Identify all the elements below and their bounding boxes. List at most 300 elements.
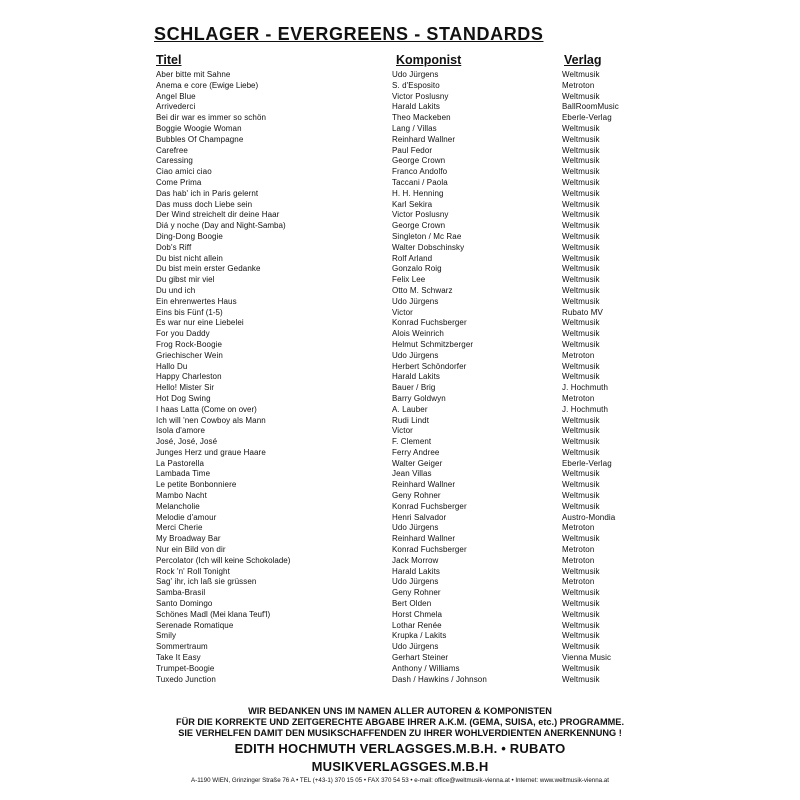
song-publisher: Metroton [562,545,595,555]
song-title-text: Sag' ihr, ich laß sie grüssen [156,577,257,587]
table-row [156,631,656,642]
song-publisher: Weltmusik [562,296,600,306]
song-composer: Theo Mackeben [392,113,451,123]
table-row [156,513,656,524]
song-title-text: Eins bis Fünf [156,307,204,317]
song-title-text: Diá y noche [156,221,200,231]
song-title-text: Dob's Riff [156,242,192,252]
song-publisher: Weltmusik [562,339,600,349]
song-composer: Krupka / Lakits [392,631,447,641]
song-composer: Udo Jürgens [392,523,439,533]
song-title-text: Der Wind streichelt dir deine Haar [156,210,280,220]
song-title-text: Schönes Madl [156,609,208,619]
song-composer: Paul Fedor [392,145,433,155]
song-title-text: Le petite Bonbonniere [156,480,237,490]
song-composer: Karl Sekira [392,199,433,209]
song-title-text: Lambada Time [156,469,211,479]
song-composer: Reinhard Wallner [392,534,456,544]
table-row [156,156,656,167]
table-row [156,523,656,534]
table-row [156,124,656,135]
table-row [156,351,656,362]
song-composer: Udo Jürgens [392,296,439,306]
table-row [156,448,656,459]
song-publisher: Austro-Mondia [562,512,616,522]
song-composer: Felix Lee [392,275,426,285]
song-title [156,232,392,243]
song-composer: Taccani / Paola [392,177,448,187]
song-title-text: Aber bitte mit Sahne [156,70,231,79]
song-composer: Harald Lakits [392,372,440,382]
song-composer: Udo Jürgens [392,350,439,360]
song-publisher: Metroton [562,393,595,403]
song-publisher: Weltmusik [562,177,600,187]
table-row [156,243,656,254]
song-composer: Jean Villas [392,469,432,479]
table-row [156,210,656,221]
song-composer: George Crown [392,156,446,166]
song-title-text: Samba-Brasil [156,588,206,598]
song-title-note: (Day and Night-Samba) [199,221,286,231]
table-row [156,394,656,405]
song-title-text: Hot Dog Swing [156,393,211,403]
song-title [156,534,392,545]
song-publisher: Weltmusik [562,534,600,544]
song-composer: Walter Dobschinsky [392,242,465,252]
table-row [156,362,656,373]
song-title [156,308,392,319]
song-title-text: Ciao amici ciao [156,167,212,177]
song-title-text: Take It Easy [156,653,201,663]
song-publisher: Metroton [562,523,595,533]
song-title-text: Bubbles Of Champagne [156,134,244,144]
song-title [156,221,392,232]
song-publisher: Weltmusik [562,210,600,220]
song-title-text: Angel Blue [156,91,196,101]
song-title-text: Percolator [156,555,194,565]
table-row [156,437,656,448]
song-publisher: Weltmusik [562,123,600,133]
song-title [156,189,392,200]
song-title [156,70,392,81]
song-composer: Lothar Renée [392,620,442,630]
song-publisher: Eberle-Verlag [562,458,612,468]
song-composer: Konrad Fuchsberger [392,545,467,555]
song-composer: Henri Salvador [392,512,447,522]
song-title [156,480,392,491]
song-title-note: (Ewige Liebe) [207,80,259,90]
song-composer: A. Lauber [392,404,428,414]
song-composer: Jack Morrow [392,555,439,565]
table-row [156,372,656,383]
song-composer: Victor Poslusny [392,91,449,101]
song-publisher: Weltmusik [562,361,600,371]
song-publisher: Weltmusik [562,372,600,382]
song-title-text: Nur ein Bild von dir [156,545,226,555]
song-title-text: Come Prima [156,177,202,187]
song-title [156,523,392,534]
song-title [156,318,392,329]
song-publisher: Weltmusik [562,91,600,101]
song-composer: Rolf Arland [392,253,433,263]
song-title [156,200,392,211]
song-composer: Horst Chmela [392,609,443,619]
song-title-text: Sommertraum [156,642,208,652]
song-title [156,113,392,124]
song-title-text: Du und ich [156,285,196,295]
song-composer: Geny Rohner [392,588,441,598]
song-title-text: Serenade Romatique [156,620,234,630]
song-title-text: Das muss doch Liebe sein [156,199,253,209]
song-title [156,545,392,556]
song-publisher: Weltmusik [562,156,600,166]
song-composer: Lang / Villas [392,123,437,133]
table-row [156,491,656,502]
song-composer: Franco Andolfo [392,167,448,177]
song-composer: Alois Weinrich [392,329,444,339]
song-composer: Bert Olden [392,599,432,609]
song-publisher: Weltmusik [562,134,600,144]
song-title [156,664,392,675]
song-publisher: Metroton [562,80,595,90]
song-title [156,135,392,146]
song-title-text: Ich will 'nen Cowboy als Mann [156,415,266,425]
song-composer: Herbert Schöndorfer [392,361,467,371]
song-title-text: Ding-Dong Boogie [156,231,223,241]
table-row [156,426,656,437]
song-composer: Dash / Hawkins / Johnson [392,674,487,684]
song-title [156,577,392,588]
song-title-text: Hallo Du [156,361,188,371]
song-publisher: Weltmusik [562,599,600,609]
song-title [156,642,392,653]
song-title [156,567,392,578]
table-row [156,146,656,157]
song-title-text: My Broadway Bar [156,534,221,544]
song-table [156,70,656,685]
song-publisher: Weltmusik [562,167,600,177]
song-composer: Harald Lakits [392,102,440,112]
song-title [156,156,392,167]
song-title [156,275,392,286]
table-row [156,545,656,556]
table-row [156,469,656,480]
column-header-title: Titel [156,53,182,67]
song-title [156,610,392,621]
song-title [156,556,392,567]
song-composer: Victor Poslusny [392,210,449,220]
song-publisher: Weltmusik [562,631,600,641]
song-title-text: Anema e core [156,80,208,90]
table-row [156,405,656,416]
song-publisher: Weltmusik [562,566,600,576]
table-row [156,653,656,664]
footer-thanks-line-3: SIE VERHELFEN DAMIT DEN MUSIKSCHAFFENDEN ZU IHRER WOHLVERDIENTEN ANERKENNUNG ! [178,728,622,738]
song-title-note: (Mei klana Teuf'l) [207,609,271,619]
table-row [156,577,656,588]
footer-publishers: EDITH HOCHMUTH VERLAGSGES.M.B.H. • RUBATO MUSIKVERLAGSGES.M.B.H [234,741,566,774]
song-publisher: Weltmusik [562,242,600,252]
song-publisher: Weltmusik [562,426,600,436]
song-title-text: Du bist nicht allein [156,253,223,263]
table-row [156,556,656,567]
song-composer: Anthony / Williams [392,663,460,673]
song-title [156,469,392,480]
song-title [156,362,392,373]
song-title-text: Melodie d'amour [156,512,217,522]
table-row [156,275,656,286]
song-title-text: Isola d'amore [156,426,206,436]
song-composer: Geny Rohner [392,491,441,501]
song-publisher: Weltmusik [562,642,600,652]
song-title [156,416,392,427]
song-title [156,264,392,275]
song-title-text: La Pastorella [156,458,204,468]
table-row [156,642,656,653]
song-composer: Walter Geiger [392,458,443,468]
table-row [156,200,656,211]
footer-thanks-line-2: FÜR DIE KORREKTE UND ZEITGERECHTE ABGABE IHRER A.K.M. (GEMA, SUISA, etc.) PROGRAMME. [176,717,624,727]
song-title-text: Griechischer Wein [156,350,223,360]
song-title [156,81,392,92]
table-row [156,113,656,124]
table-row [156,664,656,675]
song-publisher: Weltmusik [562,264,600,274]
song-publisher: Weltmusik [562,253,600,263]
song-title [156,631,392,642]
song-title-text: Es war nur eine Liebelei [156,318,244,328]
song-title-text: Arrivederci [156,102,196,112]
song-composer: Otto M. Schwarz [392,285,453,295]
song-publisher: Eberle-Verlag [562,113,612,123]
song-title-text: Junges Herz und graue Haare [156,447,266,457]
table-row [156,329,656,340]
song-title [156,621,392,632]
song-title-text: Ein ehrenwertes Haus [156,296,237,306]
song-title-text: Melancholie [156,501,200,511]
song-title-text: Das hab' ich in Paris gelernt [156,188,259,198]
table-row [156,416,656,427]
song-title-text: Du gibst mir viel [156,275,215,285]
table-row [156,254,656,265]
song-title [156,167,392,178]
song-title-text: Bei dir war es immer so schön [156,113,267,123]
song-composer: S. d'Esposito [392,80,440,90]
footer [150,706,650,786]
table-row [156,135,656,146]
song-publisher: Weltmusik [562,221,600,231]
song-composer: Udo Jürgens [392,70,439,79]
table-row [156,599,656,610]
song-title [156,178,392,189]
song-publisher: Weltmusik [562,329,600,339]
song-title [156,124,392,135]
song-composer: Harald Lakits [392,566,440,576]
song-composer: Barry Goldwyn [392,393,446,403]
song-title-note: (Come on over) [199,404,257,414]
song-publisher: Metroton [562,350,595,360]
table-row [156,92,656,103]
song-publisher: Metroton [562,577,595,587]
song-title [156,340,392,351]
song-title-text: Hello! Mister Sir [156,383,215,393]
song-composer: Singleton / Mc Rae [392,231,462,241]
song-publisher: Weltmusik [562,501,600,511]
song-composer: George Crown [392,221,446,231]
song-publisher: J. Hochmuth [562,404,609,414]
song-composer: Helmut Schmitzberger [392,339,474,349]
footer-thanks-line-1: WIR BEDANKEN UNS IM NAMEN ALLER AUTOREN & KOMPONISTEN [248,706,552,716]
song-title [156,146,392,157]
table-row [156,610,656,621]
song-title-note: (1-5) [203,307,223,317]
song-publisher: Weltmusik [562,491,600,501]
footer-contact: A-1190 WIEN, Grinzinger Straße 76 A • TEL (+43-1) 370 15 05 • FAX 370 54 53 • e-mail: office@weltmusik-vienna.at • Internet: www.weltmusik-vienna.at [191,777,609,784]
song-title-text: Caressing [156,156,193,166]
song-publisher: Weltmusik [562,318,600,328]
song-title [156,254,392,265]
table-row [156,232,656,243]
song-publisher: Weltmusik [562,275,600,285]
song-title-text: Merci Cherie [156,523,203,533]
song-title-text: Happy Charleston [156,372,222,382]
song-title [156,437,392,448]
table-row [156,308,656,319]
song-title [156,372,392,383]
song-composer: Gerhart Steiner [392,653,449,663]
song-title-text: Rock 'n' Roll Tonight [156,566,230,576]
song-title-text: For you Daddy [156,329,210,339]
song-title [156,653,392,664]
song-title [156,210,392,221]
song-publisher: Weltmusik [562,437,600,447]
table-row [156,480,656,491]
song-title [156,588,392,599]
table-row [156,264,656,275]
song-title-text: Trumpet-Boogie [156,663,215,673]
song-publisher: Weltmusik [562,70,600,79]
table-row [156,221,656,232]
song-title [156,502,392,513]
song-title-text: Santo Domingo [156,599,213,609]
song-publisher: BallRoomMusic [562,102,619,112]
song-publisher: Metroton [562,555,595,565]
song-title [156,675,392,686]
column-header-publisher: Verlag [564,53,602,67]
song-title-note: (Ich will keine Schokolade) [193,555,291,565]
song-composer: Victor [392,307,413,317]
table-row [156,588,656,599]
song-title [156,426,392,437]
song-publisher: Rubato MV [562,307,603,317]
song-publisher: Weltmusik [562,620,600,630]
song-title-text: Mambo Nacht [156,491,207,501]
song-title [156,286,392,297]
song-title-text: Du bist mein erster Gedanke [156,264,261,274]
song-publisher: Vienna Music [562,653,612,663]
song-composer: Udo Jürgens [392,642,439,652]
song-title-text: Carefree [156,145,188,155]
song-title-text: José, José, José [156,437,218,447]
song-publisher: Weltmusik [562,447,600,457]
table-row [156,502,656,513]
song-title [156,405,392,416]
song-publisher: Weltmusik [562,469,600,479]
song-composer: Bauer / Brig [392,383,436,393]
song-title [156,102,392,113]
song-composer: F. Clement [392,437,432,447]
song-composer: Rudi Lindt [392,415,430,425]
song-title [156,92,392,103]
table-row [156,340,656,351]
song-title [156,297,392,308]
song-title-text: I haas Latta [156,404,200,414]
song-title [156,491,392,502]
song-composer: H. H. Henning [392,188,444,198]
table-row [156,383,656,394]
song-title [156,329,392,340]
table-row [156,189,656,200]
song-publisher: Weltmusik [562,415,600,425]
song-publisher: Weltmusik [562,145,600,155]
song-composer: Udo Jürgens [392,577,439,587]
song-title [156,383,392,394]
song-title [156,448,392,459]
table-row [156,459,656,470]
table-row [156,621,656,632]
table-row [156,178,656,189]
song-title [156,599,392,610]
song-composer: Konrad Fuchsberger [392,501,467,511]
song-composer: Reinhard Wallner [392,134,456,144]
table-row [156,534,656,545]
page-title: SCHLAGER - EVERGREENS - STANDARDS [154,24,544,44]
song-title [156,513,392,524]
song-composer: Ferry Andree [392,447,440,457]
song-title [156,394,392,405]
song-publisher: Weltmusik [562,588,600,598]
song-title-text: Boggie Woogie Woman [156,123,242,133]
table-row [156,167,656,178]
song-title [156,243,392,254]
column-header-composer: Komponist [396,53,462,67]
table-row [156,81,656,92]
song-composer: Reinhard Wallner [392,480,456,490]
song-composer: Victor [392,426,413,436]
table-row [156,675,656,686]
table-row [156,286,656,297]
table-row [156,567,656,578]
song-title [156,459,392,470]
song-publisher: Weltmusik [562,199,600,209]
song-composer: Konrad Fuchsberger [392,318,467,328]
song-title [156,351,392,362]
song-publisher: Weltmusik [562,480,600,490]
song-title-text: Tuxedo Junction [156,674,216,684]
table-row [156,70,656,81]
song-composer: Gonzalo Roig [392,264,442,274]
song-publisher: Weltmusik [562,663,600,673]
song-title-text: Smily [156,631,177,641]
table-row [156,318,656,329]
song-publisher: Weltmusik [562,231,600,241]
song-publisher: Weltmusik [562,285,600,295]
table-row [156,102,656,113]
song-publisher: Weltmusik [562,188,600,198]
song-title-text: Frog Rock-Boogie [156,339,223,349]
song-publisher: Weltmusik [562,609,600,619]
song-publisher: J. Hochmuth [562,383,609,393]
